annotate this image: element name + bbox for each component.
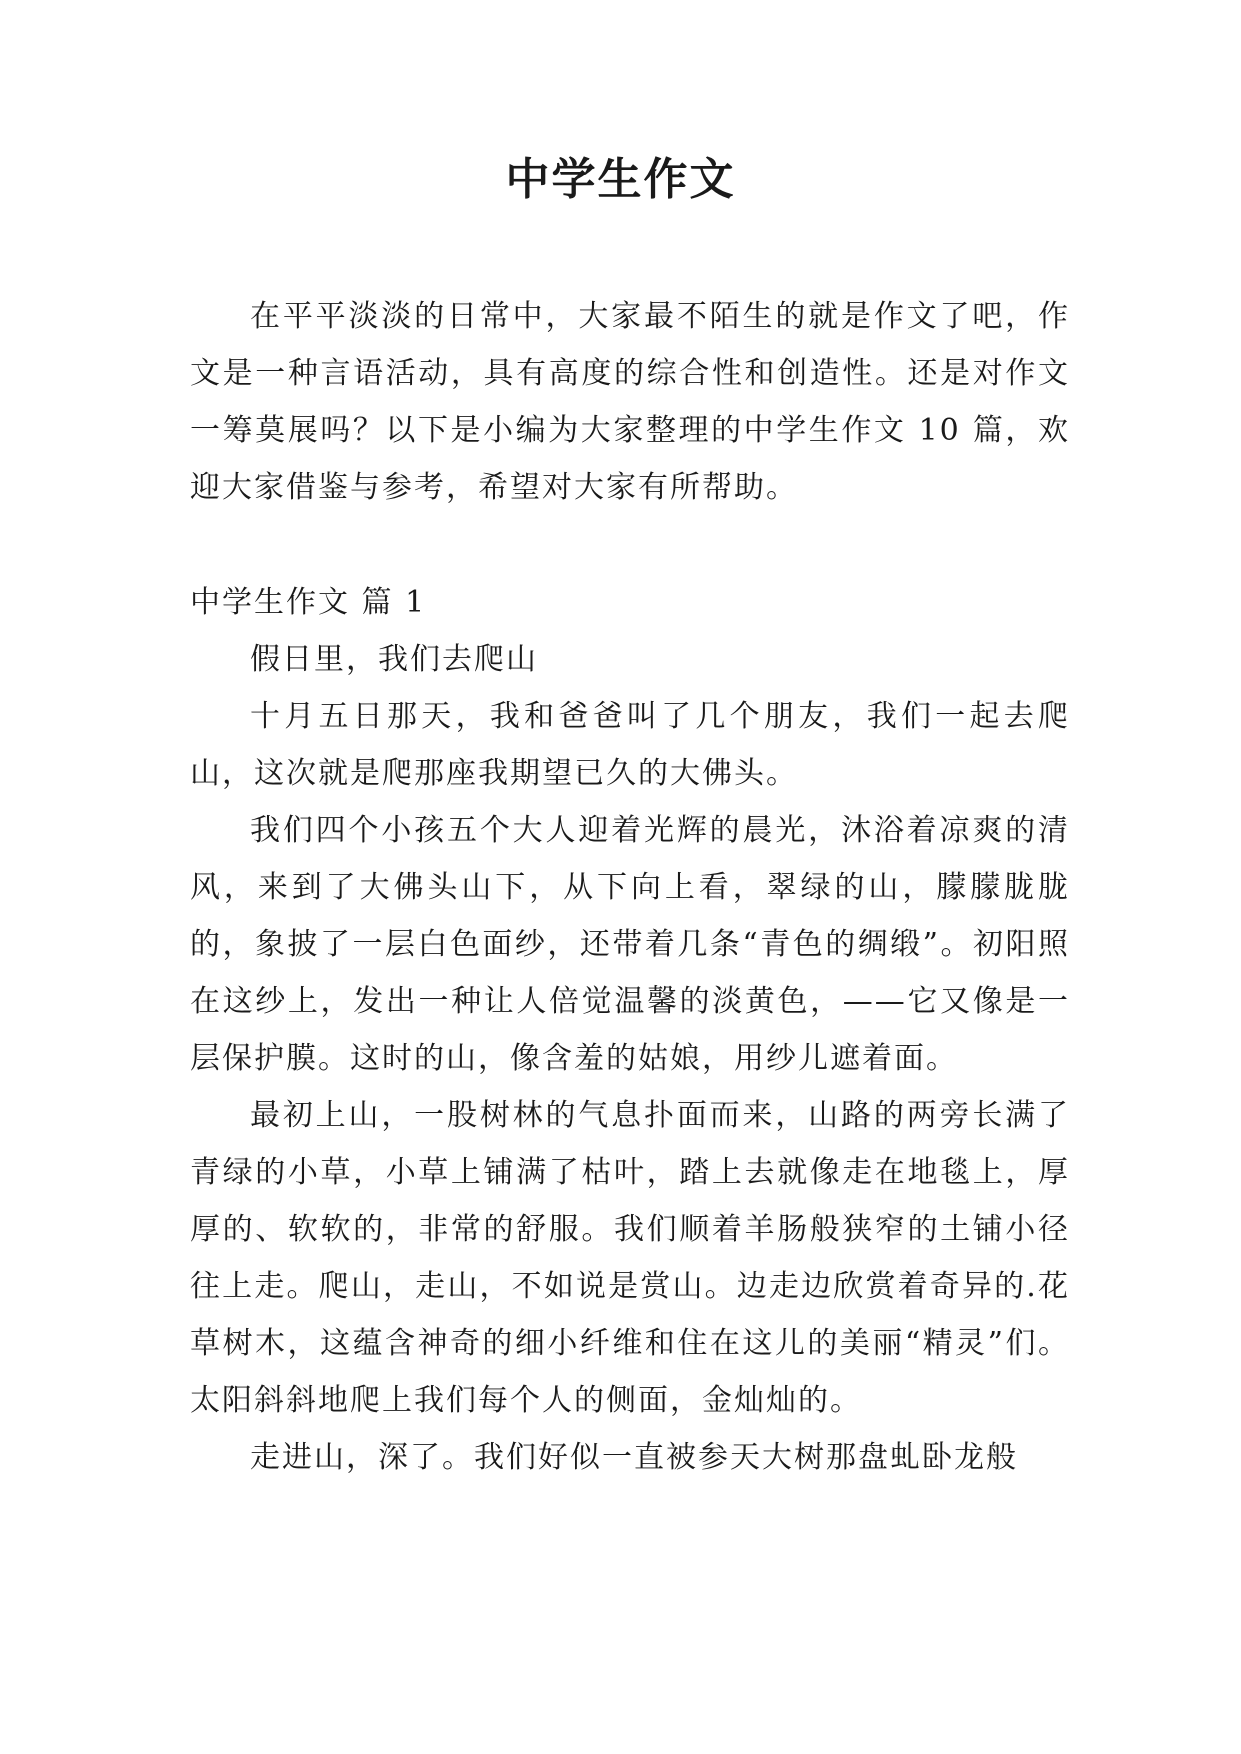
essay-paragraph: 十月五日那天，我和爸爸叫了几个朋友，我们一起去爬山，这次就是爬那座我期望已久的大佛头。 <box>190 699 1070 791</box>
essay-subtitle: 假日里，我们去爬山 <box>250 642 538 677</box>
section-heading: 中学生作文 篇 1 <box>190 585 427 620</box>
essay-paragraph: 最初上山，一股树林的气息扑面而来，山路的两旁长满了青绿的小草，小草上铺满了枯叶，踏上去就像走在地毯上，厚厚的、软软的，非常的舒服。我们顺着羊肠般狭窄的土铺小径往上走。爬山，走山，不如说是赏山。边走边欣赏着奇异的.花草树木，这蕴含神奇的细小纤维和住在这儿的美丽“精灵”们。太阳斜斜地爬上我们每个人的侧面，金灿灿的。 <box>190 1098 1070 1418</box>
essay-body <box>190 631 1070 1486</box>
intro-paragraph: 在平平淡淡的日常中，大家最不陌生的就是作文了吧，作文是一种言语活动，具有高度的综合性和创造性。还是对作文一筹莫展吗？以下是小编为大家整理的中学生作文 10 篇，欢迎大家借鉴与参考，希望对大家有所帮助。 <box>190 299 1070 505</box>
document-title: 中学生作文 <box>505 154 736 205</box>
document-content <box>190 288 1070 1486</box>
essay-paragraph: 走进山，深了。我们好似一直被参天大树那盘虬卧龙般 <box>250 1440 1018 1475</box>
essay-paragraph: 我们四个小孩五个大人迎着光辉的晨光，沐浴着凉爽的清风，来到了大佛头山下，从下向上看，翠绿的山，朦朦胧胧的，象披了一层白色面纱，还带着几条“青色的绸缎”。初阳照在这纱上，发出一种让人倍觉温馨的淡黄色，——它又像是一层保护膜。这时的山，像含羞的姑娘，用纱儿遮着面。 <box>190 813 1070 1076</box>
intro-section <box>190 288 1070 516</box>
